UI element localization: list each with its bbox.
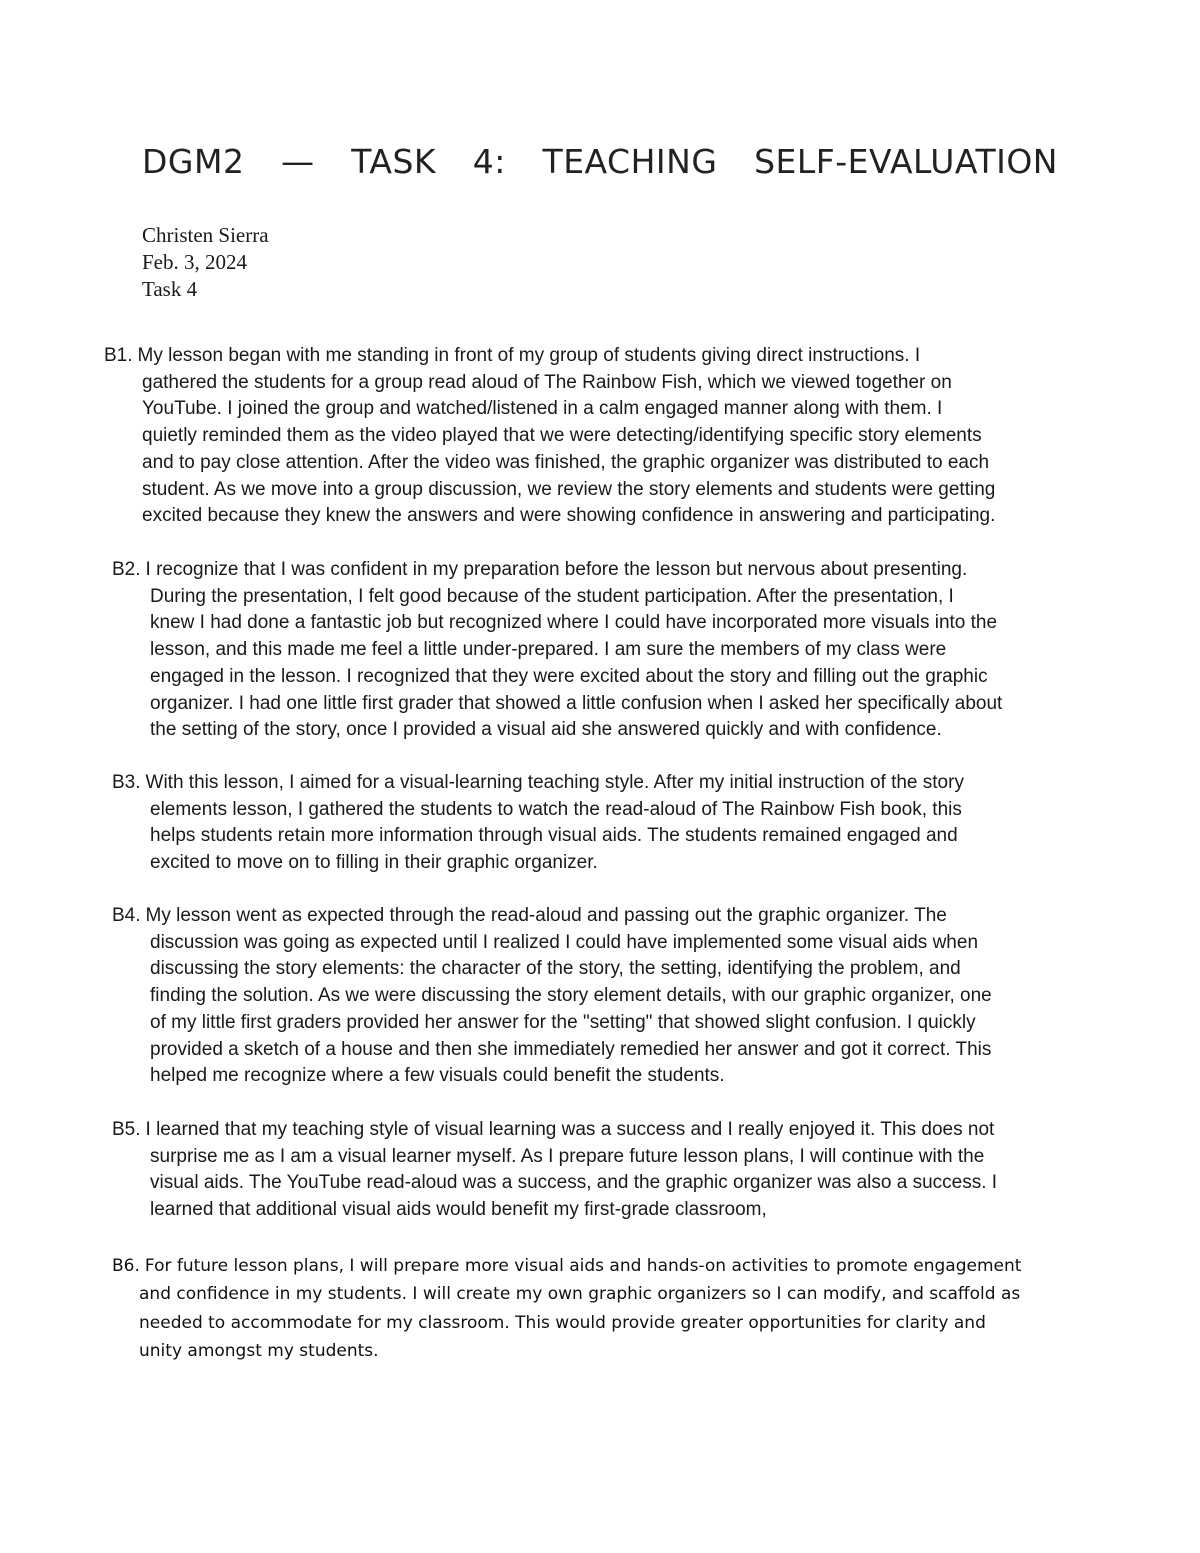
paragraph-line: surprise me as I am a visual learner myself. As I prepare future lesson plans, I will continue with the: [150, 1145, 985, 1167]
paragraph-line: finding the solution. As we were discussing the story element details, with our graphic organizer, one: [150, 985, 992, 1007]
paragraph-line: B1. My lesson began with me standing in front of my group of students giving direct instructions. I: [104, 345, 921, 366]
section-b2: [112, 557, 1052, 744]
section-label: B3.: [112, 772, 141, 793]
paragraph-line: helps students retain more information through visual aids. The students remained engaged and: [150, 825, 958, 847]
paragraph-line: B5. I learned that my teaching style of visual learning was a success and I really enjoyed it. This does not: [112, 1119, 995, 1140]
paragraph-line: lesson, and this made me feel a little under-prepared. I am sure the members of my class were: [150, 639, 947, 661]
paragraph-line: B2. I recognize that I was confident in my preparation before the lesson but nervous about presenting.: [112, 559, 968, 580]
paragraph-line: the setting of the story, once I provided a visual aid she answered quickly and with confidence.: [150, 719, 942, 741]
author-name: Christen Sierra: [142, 223, 269, 247]
section-b6-paragraph: [112, 1252, 1052, 1365]
section-b5-paragraph: [112, 1117, 1052, 1224]
paragraph-line: quietly reminded them as the video played that we were detecting/identifying specific story elements: [142, 425, 982, 447]
paragraph-line: unity amongst my students.: [139, 1340, 379, 1361]
paragraph-line: and to pay close attention. After the video was finished, the graphic organizer was distributed to each: [142, 451, 990, 473]
document-date: Feb. 3, 2024: [142, 250, 247, 274]
paragraph-line: engaged in the lesson. I recognized that they were excited about the story and filling out the graphic: [150, 665, 988, 687]
section-b1-paragraph: [104, 343, 1044, 530]
paragraph-line: excited because they knew the answers and were showing confidence in answering and participating.: [142, 505, 996, 527]
section-b5: [112, 1117, 1052, 1224]
paragraph-line: helped me recognize where a few visuals could benefit the students.: [150, 1065, 725, 1087]
section-label: B4.: [112, 905, 141, 926]
paragraph-line: excited to move on to filling in their graphic organizer.: [150, 852, 598, 874]
paragraph-line: discussing the story elements: the character of the story, the setting, identifying the problem, and: [150, 958, 961, 980]
section-label: B2.: [112, 559, 141, 580]
author-block: [142, 222, 269, 303]
paragraph-line: B3. With this lesson, I aimed for a visual-learning teaching style. After my initial instruction of the story: [112, 772, 964, 793]
paragraph-line: During the presentation, I felt good because of the student participation. After the presentation, I: [150, 585, 954, 607]
paragraph-line: of my little first graders provided her answer for the "setting" that showed slight confusion. I quickly: [150, 1011, 976, 1033]
paragraph-line: and confidence in my students. I will create my own graphic organizers so I can modify, and scaffold as: [139, 1284, 1021, 1305]
section-b4-paragraph: [112, 903, 1052, 1090]
section-b4: [112, 903, 1052, 1090]
section-label: B6.: [112, 1256, 140, 1276]
paragraph-line: knew I had done a fantastic job but recognized where I could have incorporated more visuals into the: [150, 612, 998, 634]
section-b2-paragraph: [112, 557, 1052, 744]
section-b1: [104, 343, 1044, 530]
paragraph-line: student. As we move into a group discussion, we review the story elements and students were getting: [142, 478, 996, 500]
paragraph-line: gathered the students for a group read aloud of The Rainbow Fish, which we viewed together on: [142, 371, 952, 393]
section-label: B1.: [104, 345, 133, 366]
paragraph-line: learned that additional visual aids would benefit my first-grade classroom,: [150, 1199, 767, 1221]
paragraph-line: organizer. I had one little first grader that showed a little confusion when I asked her specifically about: [150, 692, 1003, 714]
paragraph-line: provided a sketch of a house and then she immediately remedied her answer and got it correct. This: [150, 1038, 992, 1060]
section-b3-paragraph: [112, 770, 1052, 877]
paragraph-line: elements lesson, I gathered the students to watch the read-aloud of The Rainbow Fish book, this: [150, 798, 962, 820]
paragraph-line: YouTube. I joined the group and watched/listened in a calm engaged manner along with them. I: [142, 398, 943, 420]
task-label: Task 4: [142, 277, 198, 301]
paragraph-line: visual aids. The YouTube read-aloud was a success, and the graphic organizer was also a success. I: [150, 1172, 998, 1194]
section-b6: [112, 1252, 1052, 1365]
section-label: B5.: [112, 1119, 141, 1140]
paragraph-line: needed to accommodate for my classroom. This would provide greater opportunities for clarity and: [139, 1312, 986, 1333]
paragraph-line: B6. For future lesson plans, I will prepare more visual aids and hands-on activities to promote engagement: [112, 1256, 1022, 1276]
section-b3: [112, 770, 1052, 877]
document-title: DGM2 — TASK 4: TEACHING SELF-EVALUATION: [142, 142, 1058, 181]
paragraph-line: B4. My lesson went as expected through the read-aloud and passing out the graphic organizer. The: [112, 905, 947, 926]
paragraph-line: discussion was going as expected until I realized I could have implemented some visual aids when: [150, 931, 979, 953]
